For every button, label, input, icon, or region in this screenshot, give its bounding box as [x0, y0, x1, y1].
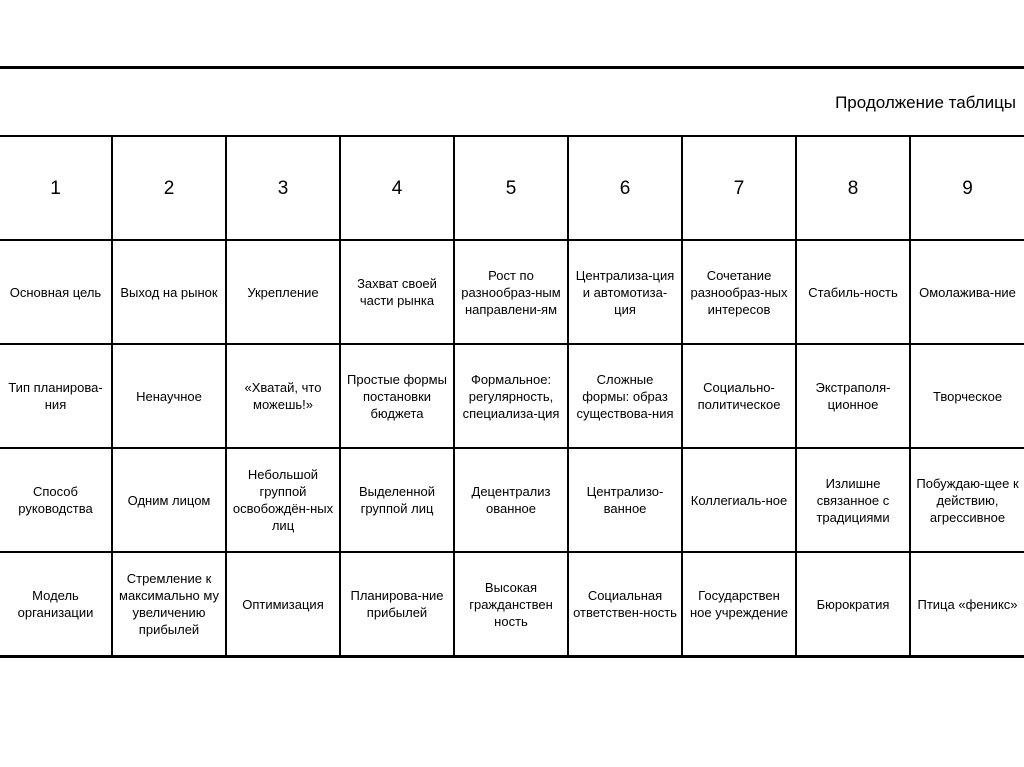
table-cell: Социально-политическое [682, 344, 796, 448]
table-cell: Планирова-ние прибылей [340, 552, 454, 657]
row-header-cell: Тип планирова-ния [0, 344, 112, 448]
table-cell: Омолажива-ние [910, 240, 1024, 344]
table-cell: Оптимизация [226, 552, 340, 657]
table-caption: Продолжение таблицы [0, 68, 1024, 137]
column-number: 5 [454, 136, 568, 240]
table-row [0, 240, 1024, 344]
row-header-cell: Основная цель [0, 240, 112, 344]
table-cell: Выделенной группой лиц [340, 448, 454, 552]
caption-row [0, 68, 1024, 137]
column-number: 2 [112, 136, 226, 240]
table-container [0, 66, 1024, 658]
column-number: 7 [682, 136, 796, 240]
table-row [0, 344, 1024, 448]
table-cell: Коллегиаль-ное [682, 448, 796, 552]
column-number: 1 [0, 136, 112, 240]
table-cell: Сочетание разнообраз-ных интересов [682, 240, 796, 344]
table-cell: Побуждаю-щее к действию, агрессивное [910, 448, 1024, 552]
table-row [0, 448, 1024, 552]
table-cell: Рост по разнообраз-ным направлени-ям [454, 240, 568, 344]
table-cell: Выход на рынок [112, 240, 226, 344]
table-cell: Укрепление [226, 240, 340, 344]
column-number: 6 [568, 136, 682, 240]
table-cell: Высокая гражданствен ность [454, 552, 568, 657]
data-table [0, 66, 1024, 658]
table-cell: Творческое [910, 344, 1024, 448]
column-number: 9 [910, 136, 1024, 240]
table-cell: Бюрократия [796, 552, 910, 657]
table-cell: Излишне связанное с традициями [796, 448, 910, 552]
column-number: 3 [226, 136, 340, 240]
table-cell: Государствен ное учреждение [682, 552, 796, 657]
table-cell: Централиза-ция и автомотиза-ция [568, 240, 682, 344]
row-header-cell: Способ руководства [0, 448, 112, 552]
table-cell: «Хватай, что можешь!» [226, 344, 340, 448]
row-header-cell: Модель организации [0, 552, 112, 657]
column-number: 4 [340, 136, 454, 240]
table-cell: Стабиль-ность [796, 240, 910, 344]
table-cell: Стремление к максимально му увеличению прибылей [112, 552, 226, 657]
column-number: 8 [796, 136, 910, 240]
table-cell: Децентрализ ованное [454, 448, 568, 552]
table-cell: Централизо-ванное [568, 448, 682, 552]
table-cell: Социальная ответствен-ность [568, 552, 682, 657]
table-cell: Экстраполя-ционное [796, 344, 910, 448]
table-cell: Простые формы постановки бюджета [340, 344, 454, 448]
table-row [0, 552, 1024, 657]
table-cell: Формальное: регулярность, специализа-ция [454, 344, 568, 448]
table-cell: Птица «феникс» [910, 552, 1024, 657]
column-number-row [0, 136, 1024, 240]
table-cell: Сложные формы: образ существова-ния [568, 344, 682, 448]
table-cell: Захват своей части рынка [340, 240, 454, 344]
table-cell: Небольшой группой освобождён-ных лиц [226, 448, 340, 552]
table-cell: Ненаучное [112, 344, 226, 448]
table-cell: Одним лицом [112, 448, 226, 552]
